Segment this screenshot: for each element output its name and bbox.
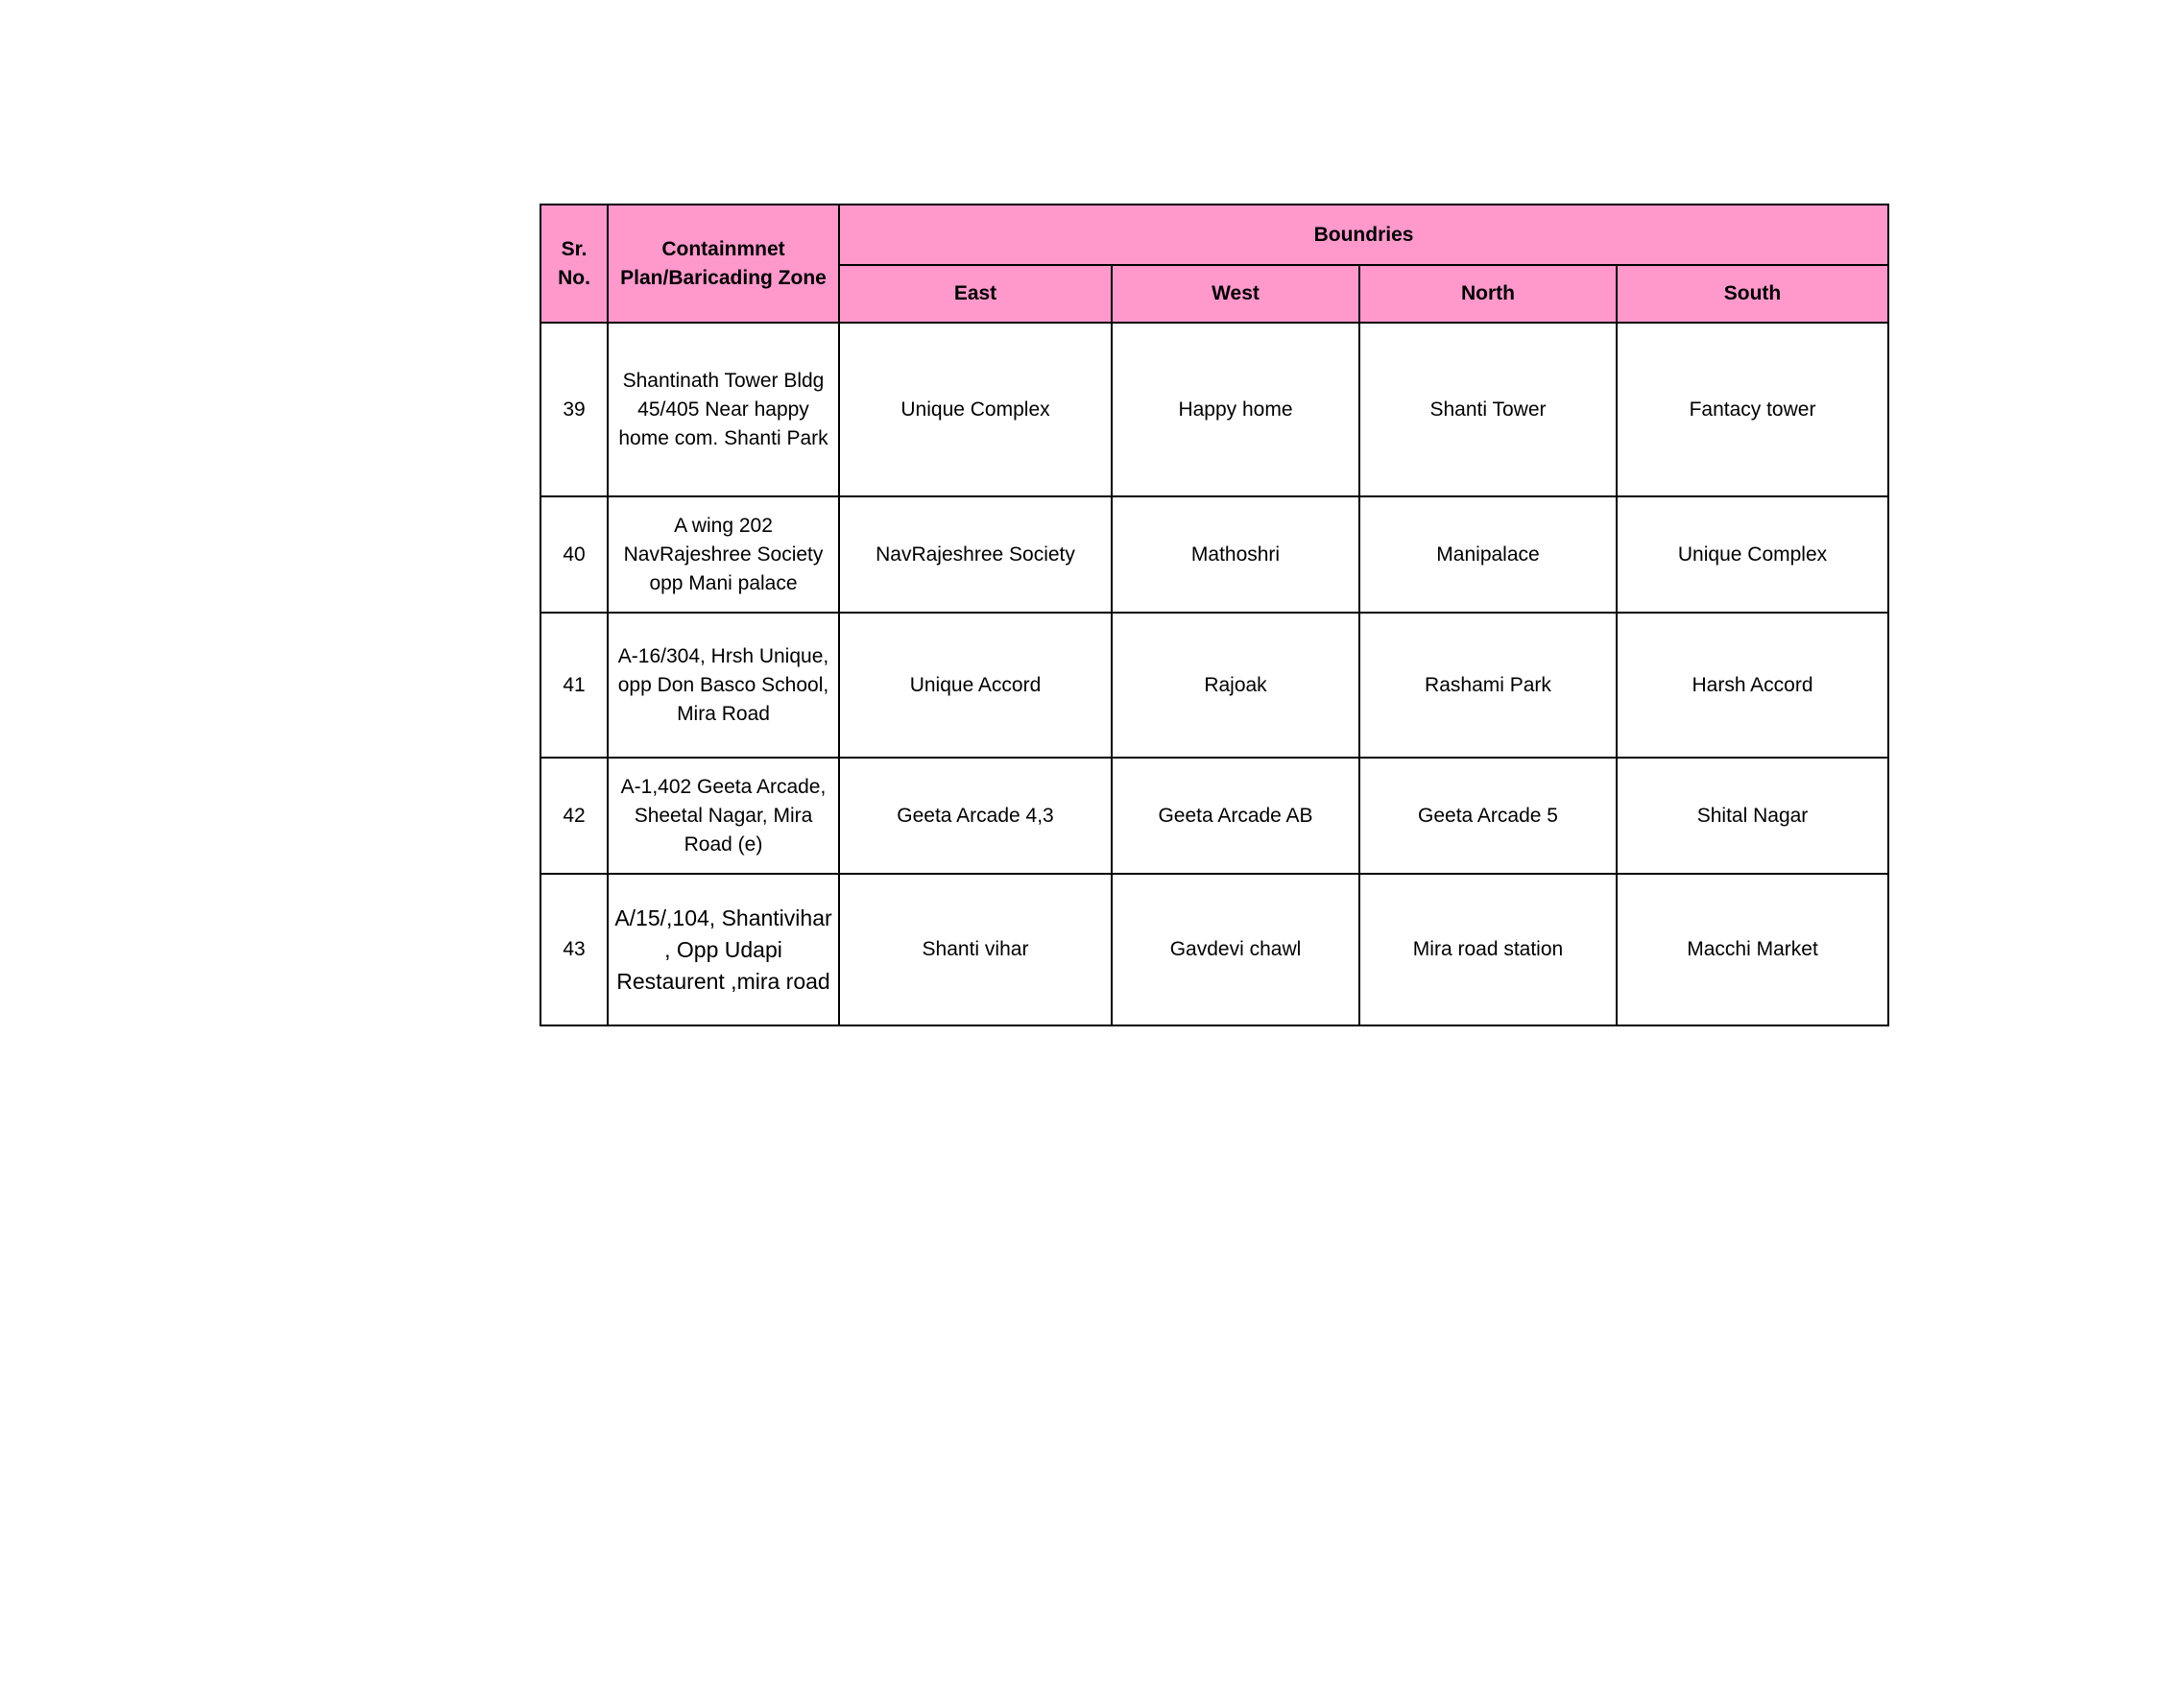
cell-south: Unique Complex [1617,496,1888,613]
cell-zone: Shantinath Tower Bldg 45/405 Near happy home com. Shanti Park [608,323,839,496]
cell-north: Mira road station [1359,874,1617,1025]
cell-east: NavRajeshree Society [839,496,1112,613]
cell-zone: A/15/,104, Shantivihar , Opp Udapi Restaurent ,mira road [608,874,839,1025]
header-east: East [839,265,1112,323]
header-west: West [1112,265,1359,323]
header-south: South [1617,265,1888,323]
cell-zone: A-1,402 Geeta Arcade, Sheetal Nagar, Mira Road (e) [608,758,839,874]
cell-north: Shanti Tower [1359,323,1617,496]
cell-east: Unique Accord [839,613,1112,758]
header-row-top [540,205,1888,265]
table-row [540,874,1888,1025]
cell-west: Mathoshri [1112,496,1359,613]
cell-north: Rashami Park [1359,613,1617,758]
cell-sr-no: 40 [540,496,608,613]
cell-sr-no: 39 [540,323,608,496]
cell-east: Geeta Arcade 4,3 [839,758,1112,874]
cell-south: Macchi Market [1617,874,1888,1025]
cell-south: Harsh Accord [1617,613,1888,758]
table-row [540,613,1888,758]
table-row [540,758,1888,874]
table-row [540,323,1888,496]
table-row [540,496,1888,613]
cell-sr-no: 42 [540,758,608,874]
cell-north: Geeta Arcade 5 [1359,758,1617,874]
header-sr-no: Sr. No. [540,205,608,323]
cell-zone: A wing 202 NavRajeshree Society opp Mani palace [608,496,839,613]
cell-south: Shital Nagar [1617,758,1888,874]
cell-east: Shanti vihar [839,874,1112,1025]
containment-zone-table [540,204,1889,1026]
header-zone: Containmnet Plan/Baricading Zone [608,205,839,323]
cell-sr-no: 41 [540,613,608,758]
cell-sr-no: 43 [540,874,608,1025]
cell-zone: A-16/304, Hrsh Unique, opp Don Basco School, Mira Road [608,613,839,758]
cell-east: Unique Complex [839,323,1112,496]
cell-south: Fantacy tower [1617,323,1888,496]
header-boundaries: Boundries [839,205,1888,265]
cell-west: Happy home [1112,323,1359,496]
cell-west: Rajoak [1112,613,1359,758]
cell-west: Geeta Arcade AB [1112,758,1359,874]
header-north: North [1359,265,1617,323]
cell-north: Manipalace [1359,496,1617,613]
cell-west: Gavdevi chawl [1112,874,1359,1025]
